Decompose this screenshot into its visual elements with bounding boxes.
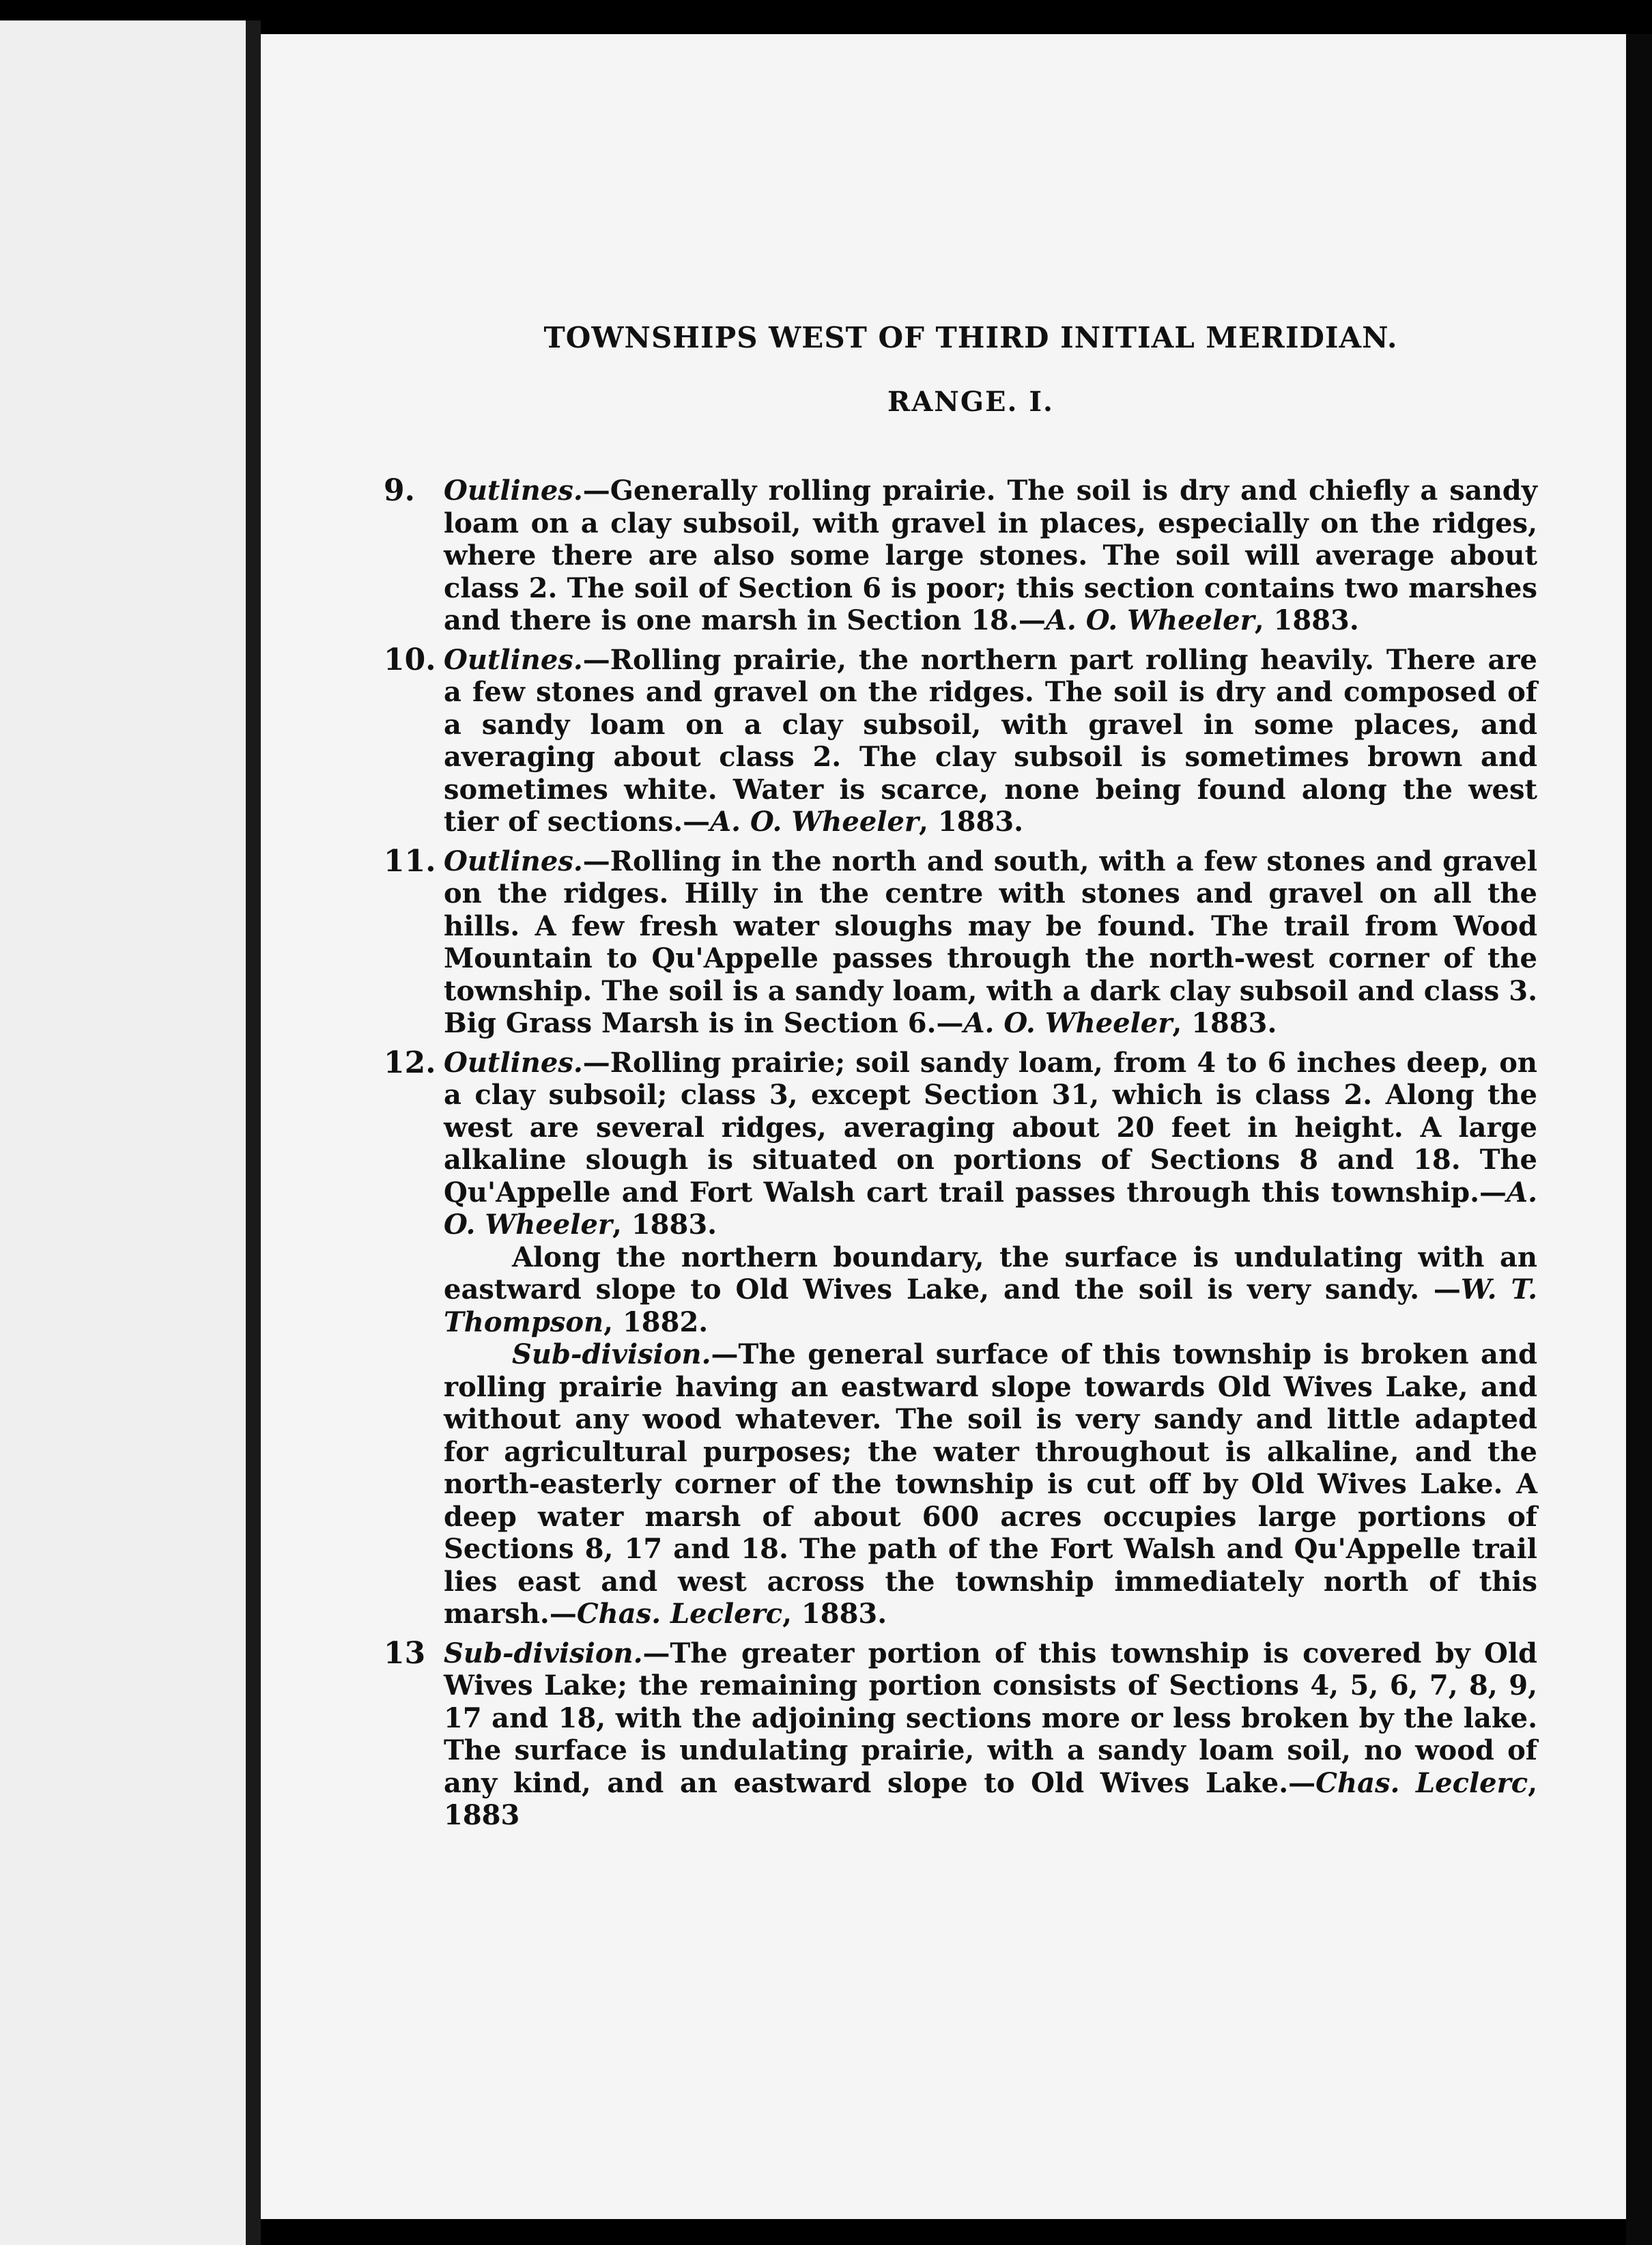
township-entries xyxy=(384,475,1537,1839)
surveyor-name: Chas. Leclerc xyxy=(1315,1766,1528,1799)
paragraph-heading: Sub-division. xyxy=(444,1637,643,1669)
paragraph-text: Along the northern boundary, the surface is undulating with an eastward slope to Old Wives Lake, and the soil is very sandy. — xyxy=(444,1241,1537,1305)
entry-paragraph xyxy=(444,1241,1537,1339)
paragraph-text: —The general surface of this township is broken and rolling prairie having an eastward slope towards Old Wives Lake, and without any wood whatever. The soil is very sandy and little adapted for agricultural purposes; the water throughout is alkaline, and the north-easterly corner of the township is cut off by Old Wives Lake. A deep water marsh of about 600 acres occupies large portions of Sections 8, 17 and 18. The path of the Fort Walsh and Qu'Appelle trail lies east and west across the township immediately north of this marsh.— xyxy=(444,1338,1537,1630)
township-number: 9. xyxy=(384,473,415,508)
survey-year: , 1882. xyxy=(603,1305,709,1338)
surveyor-name: A. O. Wheeler xyxy=(444,1176,1537,1241)
range-heading: RANGE. I. xyxy=(887,386,1054,418)
paragraph-heading: Sub-division. xyxy=(512,1338,711,1370)
entry-paragraph xyxy=(444,475,1537,637)
entry-paragraph xyxy=(444,1637,1537,1832)
entry-paragraph xyxy=(444,644,1537,838)
entry-paragraph xyxy=(444,1047,1537,1241)
paragraph-text: —Rolling prairie, the northern part rolling heavily. There are a few stones and gravel on the ridges. The soil is dry and composed of a sandy loam on a clay subsoil, with gravel in some places, and averaging about class 2. The clay subsoil is sometimes brown and sometimes white. Water is scarce, none being found along the west tier of sections.— xyxy=(444,643,1537,838)
survey-year: , 1883. xyxy=(612,1209,717,1241)
surveyor-name: A. O. Wheeler xyxy=(1045,604,1255,636)
left-facing-page xyxy=(0,20,246,2245)
township-entry xyxy=(384,1637,1537,1832)
surveyor-name: A. O. Wheeler xyxy=(710,806,919,838)
paragraph-heading: Outlines. xyxy=(444,845,583,877)
entry-paragraph xyxy=(444,1338,1537,1630)
township-entry xyxy=(384,1047,1537,1630)
paragraph-text: —Rolling prairie; soil sandy loam, from 4 to 6 inches deep, on a clay subsoil; class 3, except Section 31, which is class 2. Along the west are several ridges, averaging about 20 feet in height. A large alkaline slough is situated on portions of Sections 8 and 18. The Qu'Appelle and Fort Walsh cart trail passes through this township.— xyxy=(444,1046,1537,1209)
township-entry xyxy=(384,845,1537,1040)
township-number: 12. xyxy=(384,1045,436,1080)
page-edge xyxy=(1626,34,1652,2245)
survey-year: , 1883. xyxy=(919,806,1024,838)
surveyor-name: W. T. Thompson xyxy=(444,1273,1537,1338)
page-title: TOWNSHIPS WEST OF THIRD INITIAL MERIDIAN. xyxy=(543,321,1398,354)
township-number: 10. xyxy=(384,642,436,677)
township-number: 13 xyxy=(384,1635,426,1671)
paragraph-heading: Outlines. xyxy=(444,643,583,676)
survey-year: , 1883. xyxy=(1254,604,1359,636)
paragraph-text: —Generally rolling prairie. The soil is dry and chiefly a sandy loam on a clay subsoil, with gravel in places, especially on the ridges, where there are also some large stones. The soil will average about class 2. The soil of Section 6 is poor; this section contains two marshes and there is one marsh in Section 18.— xyxy=(444,475,1537,636)
document-page xyxy=(261,34,1626,2219)
surveyor-name: A. O. Wheeler xyxy=(963,1007,1173,1039)
survey-year: , 1883. xyxy=(782,1598,887,1630)
entry-paragraph xyxy=(444,845,1537,1040)
book-gutter xyxy=(246,20,261,2245)
township-entry xyxy=(384,644,1537,838)
paragraph-heading: Outlines. xyxy=(444,1046,583,1079)
township-number: 11. xyxy=(384,843,436,879)
surveyor-name: Chas. Leclerc xyxy=(576,1598,783,1630)
survey-year: , 1883 xyxy=(444,1766,1537,1831)
paragraph-text: —The greater portion of this township is covered by Old Wives Lake; the remaining portion consists of Sections 4, 5, 6, 7, 8, 9, 17 and 18, with the adjoining sections more or less broken by the lake. The surface is undulating prairie, with a sandy loam soil, no wood of any kind, and an eastward slope to Old Wives Lake.— xyxy=(444,1637,1537,1799)
township-entry xyxy=(384,475,1537,637)
paragraph-text: —Rolling in the north and south, with a few stones and gravel on the ridges. Hilly in the centre with stones and gravel on all the hills. A few fresh water sloughs may be found. The trail from Wood Mountain to Qu'Appelle passes through the north-west corner of the township. The soil is a sandy loam, with a dark clay subsoil and class 3. Big Grass Marsh is in Section 6.— xyxy=(444,845,1537,1039)
paragraph-heading: Outlines. xyxy=(444,475,583,507)
survey-year: , 1883. xyxy=(1172,1007,1277,1039)
